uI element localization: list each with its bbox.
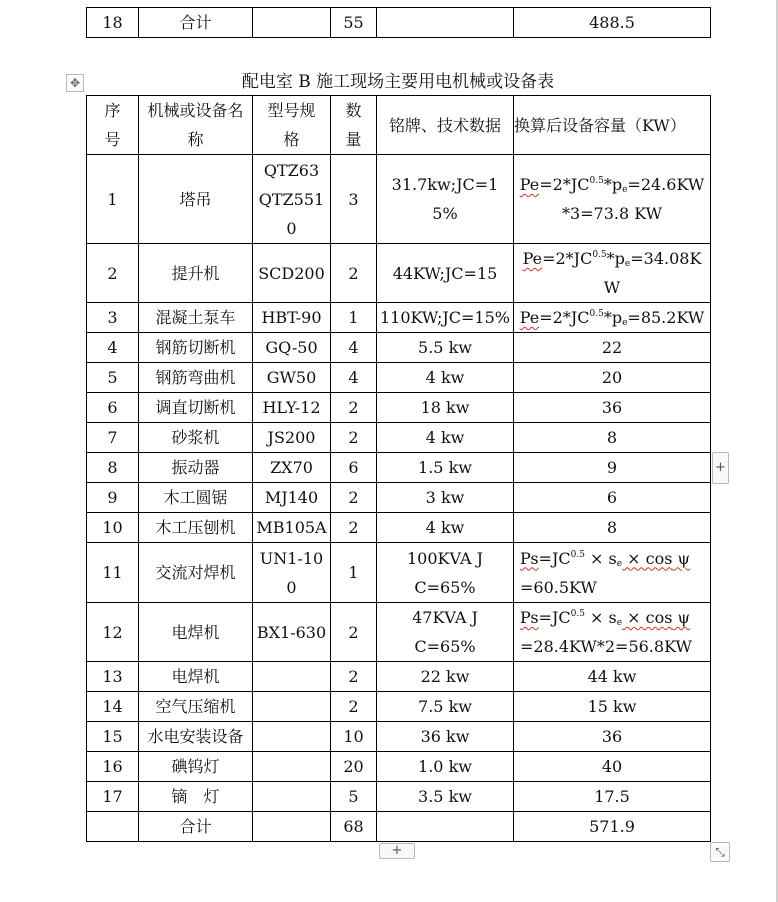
row-qty: 10 (331, 722, 377, 752)
previous-table (86, 7, 711, 38)
row-no: 16 (87, 752, 139, 782)
row-capacity: $Ps=JC^{0.5} \times s_e \times \cos \psi$ =28.4KW*2=56.8KW (514, 603, 711, 662)
row-capacity: 40 (514, 752, 711, 782)
row-qty: 2 (331, 692, 377, 722)
row-capacity: 15 kw (514, 692, 711, 722)
table-row (87, 722, 711, 752)
row-spec: 4 kw (377, 363, 514, 393)
row-no: 3 (87, 303, 139, 333)
row-capacity: 22 (514, 333, 711, 363)
row-no: 14 (87, 692, 139, 722)
row-model (253, 692, 331, 722)
row-qty: 2 (331, 513, 377, 543)
row-capacity: 8 (514, 513, 711, 543)
row-capacity: 17.5 (514, 782, 711, 812)
row-no: 6 (87, 393, 139, 423)
header-no: 序号 (87, 96, 139, 155)
row-name: 水电安装设备 (139, 722, 253, 752)
total-capacity: 571.9 (514, 812, 711, 842)
row-no: 11 (87, 543, 139, 603)
row-model (253, 722, 331, 752)
row-no: 12 (87, 603, 139, 662)
row-name: 钢筋切断机 (139, 333, 253, 363)
prev-total-qty: 55 (331, 8, 377, 38)
row-qty: 2 (331, 603, 377, 662)
equipment-table (86, 95, 711, 842)
formula-ps: $Ps=JC^{0.5} \times s_e \times \cos \psi$ (520, 548, 691, 569)
row-no: 15 (87, 722, 139, 752)
row-model: ZX70 (253, 453, 331, 483)
row-qty: 3 (331, 155, 377, 244)
row-spec: 1.0 kw (377, 752, 514, 782)
row-capacity: $Pe=2*JC^{0.5}*p_e=85.2KW$ (514, 303, 711, 333)
row-no: 4 (87, 333, 139, 363)
header-model: 型号规格 (253, 96, 331, 155)
table-row (87, 543, 711, 603)
row-capacity: 36 (514, 722, 711, 752)
row-no: 2 (87, 244, 139, 303)
total-spec (377, 812, 514, 842)
row-model: HLY-12 (253, 393, 331, 423)
table-move-icon[interactable]: ✥ (66, 74, 84, 92)
table-row (87, 483, 711, 513)
row-spec: 44KW;JC=15 (377, 244, 514, 303)
row-name: 混凝土泵车 (139, 303, 253, 333)
row-capacity: 6 (514, 483, 711, 513)
row-qty: 4 (331, 363, 377, 393)
row-capacity: 20 (514, 363, 711, 393)
row-spec: 47KVA JC=65% (377, 603, 514, 662)
row-qty: 2 (331, 244, 377, 303)
prev-total-no: 18 (87, 8, 139, 38)
row-qty: 1 (331, 303, 377, 333)
row-spec: 100KVA JC=65% (377, 543, 514, 603)
row-model: GQ-50 (253, 333, 331, 363)
total-no (87, 812, 139, 842)
table-row (87, 333, 711, 363)
prev-total-model (253, 8, 331, 38)
row-name: 塔吊 (139, 155, 253, 244)
table-row (87, 393, 711, 423)
row-qty: 2 (331, 393, 377, 423)
row-model: JS200 (253, 423, 331, 453)
prev-total-capacity: 488.5 (514, 8, 711, 38)
total-label: 合计 (139, 812, 253, 842)
row-name: 空气压缩机 (139, 692, 253, 722)
row-qty: 5 (331, 782, 377, 812)
row-name: 钢筋弯曲机 (139, 363, 253, 393)
row-capacity: 36 (514, 393, 711, 423)
row-no: 10 (87, 513, 139, 543)
row-spec: 110KW;JC=15% (377, 303, 514, 333)
row-no: 7 (87, 423, 139, 453)
row-model: MB105A (253, 513, 331, 543)
add-column-button[interactable]: + (712, 452, 729, 484)
table-row (87, 244, 711, 303)
row-spec: 5.5 kw (377, 333, 514, 363)
table-row (87, 453, 711, 483)
row-name: 调直切断机 (139, 393, 253, 423)
prev-total-spec (377, 8, 514, 38)
row-model: MJ140 (253, 483, 331, 513)
row-spec: 36 kw (377, 722, 514, 752)
row-spec: 31.7kw;JC=15% (377, 155, 514, 244)
formula-pe: $Pe=2*JC^{0.5}*p_e$ (519, 308, 628, 328)
table-row (87, 155, 711, 244)
row-capacity: 44 kw (514, 662, 711, 692)
table-row (87, 303, 711, 333)
header-capacity: 换算后设备容量（KW） (514, 96, 711, 155)
formula-ps: $Ps=JC^{0.5} \times s_e \times \cos \psi$ (520, 608, 691, 628)
row-capacity: 9 (514, 453, 711, 483)
row-spec: 4 kw (377, 513, 514, 543)
row-model: HBT-90 (253, 303, 331, 333)
table-row (87, 423, 711, 453)
row-name: 交流对焊机 (139, 543, 253, 603)
row-name: 碘钨灯 (139, 752, 253, 782)
row-model: QTZ63 QTZ5510 (253, 155, 331, 244)
row-spec: 22 kw (377, 662, 514, 692)
row-model (253, 782, 331, 812)
table-row (87, 363, 711, 393)
row-capacity: $Pe=2*JC^{0.5}*p_e=34.08KW$ (514, 244, 711, 303)
table-row (87, 692, 711, 722)
row-qty: 20 (331, 752, 377, 782)
table-row (87, 603, 711, 662)
row-spec: 1.5 kw (377, 453, 514, 483)
row-name: 振动器 (139, 453, 253, 483)
row-qty: 6 (331, 453, 377, 483)
row-capacity: 8 (514, 423, 711, 453)
table-row (87, 752, 711, 782)
row-model (253, 752, 331, 782)
row-name: 提升机 (139, 244, 253, 303)
row-qty: 2 (331, 483, 377, 513)
total-row (87, 812, 711, 842)
row-qty: 4 (331, 333, 377, 363)
table-caption: 配电室 B 施工现场主要用电机械或设备表 (241, 72, 555, 92)
total-qty: 68 (331, 812, 377, 842)
add-row-button[interactable]: + (379, 843, 415, 859)
table-row (87, 662, 711, 692)
previous-total-row (87, 8, 711, 38)
header-spec: 铭牌、技术数据 (377, 96, 514, 155)
total-model (253, 812, 331, 842)
row-spec: 3.5 kw (377, 782, 514, 812)
formula-pe: $Pe=2*JC^{0.5}*p_e$ (522, 249, 631, 269)
row-spec: 3 kw (377, 483, 514, 513)
row-capacity: $Ps=JC^{0.5} \times s_e \times \cos \psi$ =60.5KW (514, 543, 711, 603)
table-header-row (87, 96, 711, 155)
row-model: UN1-100 (253, 543, 331, 603)
header-qty: 数量 (331, 96, 377, 155)
header-name: 机械或设备名称 (139, 96, 253, 155)
row-no: 1 (87, 155, 139, 244)
row-model: GW50 (253, 363, 331, 393)
prev-total-label: 合计 (139, 8, 253, 38)
table-resize-icon[interactable]: ⤡ (710, 842, 730, 862)
row-name: 木工压刨机 (139, 513, 253, 543)
formula-pe: $Pe=2*JC^{0.5}*p_e$ (519, 175, 628, 195)
row-name: 镝 灯 (139, 782, 253, 812)
row-model: SCD200 (253, 244, 331, 303)
row-name: 电焊机 (139, 603, 253, 662)
row-capacity: $Pe=2*JC^{0.5}*p_e=24.6KW$ *3=73.8 KW (514, 155, 711, 244)
row-name: 木工圆锯 (139, 483, 253, 513)
table-row (87, 782, 711, 812)
row-model (253, 662, 331, 692)
table-row (87, 513, 711, 543)
row-no: 5 (87, 363, 139, 393)
row-name: 砂浆机 (139, 423, 253, 453)
row-qty: 1 (331, 543, 377, 603)
row-spec: 7.5 kw (377, 692, 514, 722)
row-qty: 2 (331, 662, 377, 692)
row-spec: 18 kw (377, 393, 514, 423)
row-qty: 2 (331, 423, 377, 453)
row-spec: 4 kw (377, 423, 514, 453)
row-no: 8 (87, 453, 139, 483)
row-model: BX1-630 (253, 603, 331, 662)
row-no: 13 (87, 662, 139, 692)
row-no: 9 (87, 483, 139, 513)
row-no: 17 (87, 782, 139, 812)
row-name: 电焊机 (139, 662, 253, 692)
